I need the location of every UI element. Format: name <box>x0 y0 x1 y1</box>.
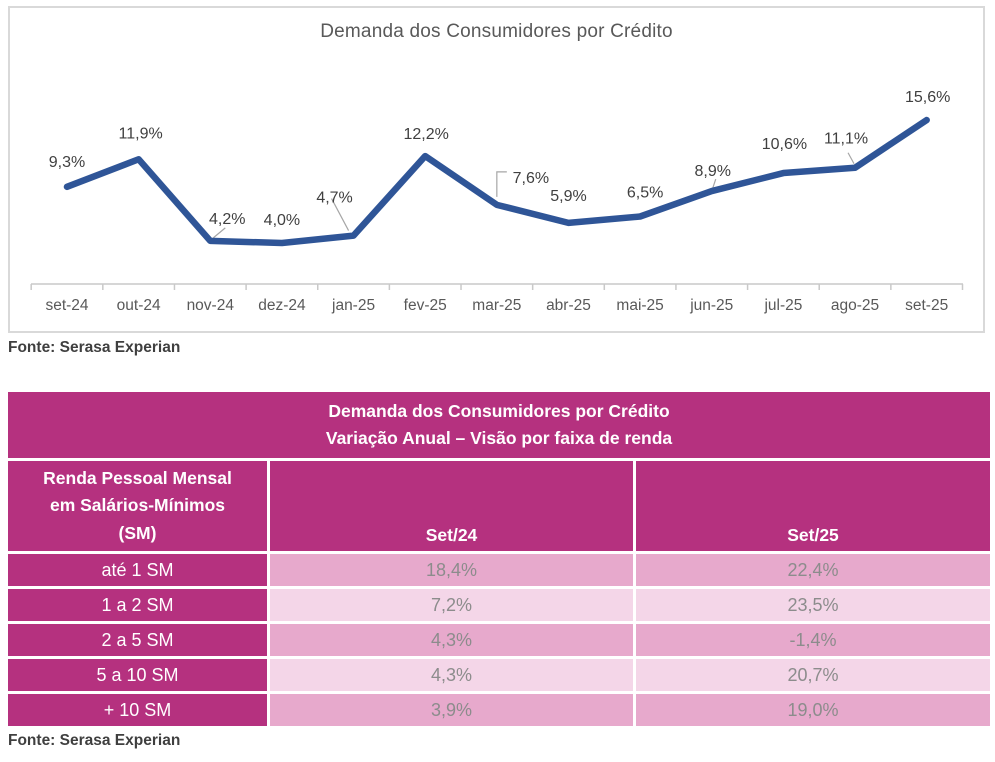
data-point-label: 4,2% <box>209 210 246 228</box>
x-axis-label: nov-24 <box>186 297 234 314</box>
table-cell: 18,4% <box>270 554 633 586</box>
data-point-label: 4,7% <box>316 189 353 207</box>
data-point-label: 8,9% <box>694 163 731 181</box>
data-point-label: 7,6% <box>512 169 550 187</box>
data-point-label: 11,1% <box>823 130 869 148</box>
chart-source: Fonte: Serasa Experian <box>8 339 181 356</box>
table-cell: -1,4% <box>636 624 990 656</box>
x-axis-label: jan-25 <box>332 297 376 314</box>
table-cell: 22,4% <box>636 554 990 586</box>
x-axis-label: fev-25 <box>403 297 447 314</box>
row-label-mais-10-sm: + 10 SM <box>8 694 267 726</box>
x-axis-label: set-24 <box>45 297 89 314</box>
table-cell: 3,9% <box>270 694 633 726</box>
data-point-label: 6,5% <box>626 184 664 202</box>
x-axis-label: jul-25 <box>764 297 803 314</box>
table-header-set24: Set/24 <box>270 461 633 551</box>
row-label-ate-1-sm: até 1 SM <box>8 554 267 586</box>
table-cell: 4,3% <box>270 659 633 691</box>
x-axis-label: out-24 <box>116 297 161 314</box>
table-title-line1: Demanda dos Consumidores por Crédito <box>328 401 670 421</box>
x-axis-label: mai-25 <box>616 297 664 314</box>
chart-title: Demanda dos Consumidores por Crédito <box>320 21 673 42</box>
x-axis-label: set-25 <box>905 297 949 314</box>
income-range-table <box>8 392 987 726</box>
table-cell: 7,2% <box>270 589 633 621</box>
row-label-1-a-2-sm: 1 a 2 SM <box>8 589 267 621</box>
credit-demand-chart-card <box>8 6 985 333</box>
label-leader-line <box>713 179 716 188</box>
row-label-2-a-5-sm: 2 a 5 SM <box>8 624 267 656</box>
x-axis-label: abr-25 <box>546 297 591 314</box>
table-source: Fonte: Serasa Experian <box>8 732 181 749</box>
table-title-line2: Variação Anual – Visão por faixa de renda <box>325 428 673 448</box>
table-header-income: Renda Pessoal Mensal em Salários-Mínimos (SM) <box>8 461 267 551</box>
x-axis-label: mar-25 <box>472 297 522 314</box>
label-leader-line <box>848 153 854 164</box>
x-axis-label: ago-25 <box>830 297 880 314</box>
table-cell: 4,3% <box>270 624 633 656</box>
data-point-label: 4,0% <box>263 212 301 229</box>
x-axis-label: jun-25 <box>690 297 734 314</box>
data-point-label: 5,9% <box>550 187 587 205</box>
x-axis-label: dez-24 <box>258 297 306 314</box>
table-title <box>8 392 990 458</box>
table-header-set25: Set/25 <box>636 461 990 551</box>
data-point-label: 12,2% <box>403 126 449 144</box>
data-point-label: 15,6% <box>904 89 951 107</box>
data-point-label: 9,3% <box>48 153 86 171</box>
table-cell: 23,5% <box>636 589 990 621</box>
data-point-label: 10,6% <box>761 136 808 154</box>
label-leader-line <box>213 228 225 238</box>
credit-demand-line-chart <box>10 8 983 331</box>
label-leader-line <box>497 172 507 197</box>
row-label-5-a-10-sm: 5 a 10 SM <box>8 659 267 691</box>
data-point-label: 11,9% <box>118 125 163 143</box>
table-cell: 20,7% <box>636 659 990 691</box>
table-cell: 19,0% <box>636 694 990 726</box>
